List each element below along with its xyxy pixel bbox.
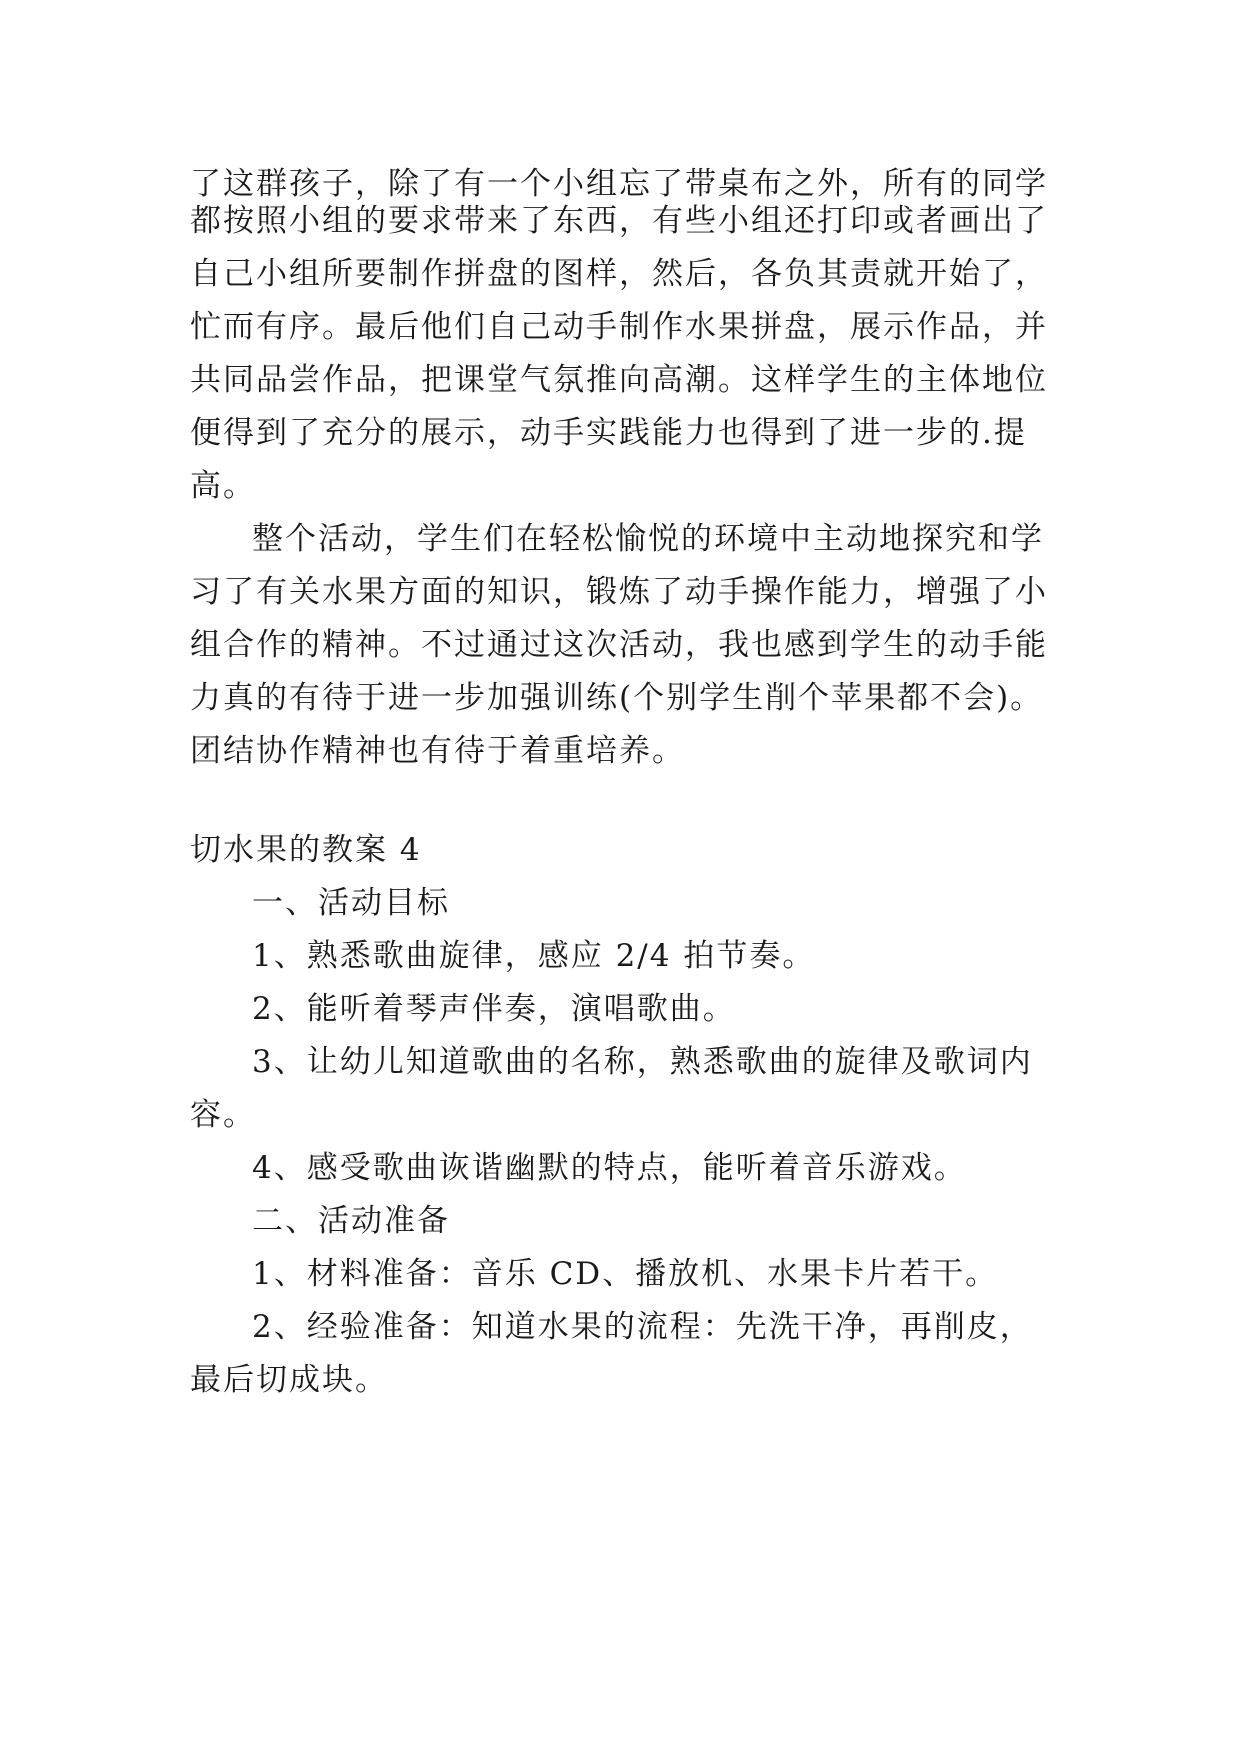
prep-heading: 二、活动准备: [252, 1203, 450, 1239]
prep-item-continued: 最后切成块。: [190, 1362, 388, 1398]
goal-item: 1、熟悉歌曲旋律，感应 2/4 拍节奏。: [252, 938, 816, 974]
paragraph-line: 整个活动，学生们在轻松愉悦的环境中主动地探究和学: [252, 521, 1044, 557]
paragraph-line: 忙而有序。最后他们自己动手制作水果拼盘，展示作品，并: [190, 309, 1048, 345]
paragraph-line: 了这群孩子，除了有一个小组忘了带桌布之外，所有的同学: [190, 166, 1048, 202]
paragraph-line: 自己小组所要制作拼盘的图样，然后，各负其责就开始了，: [190, 256, 1048, 292]
paragraph-line: 组合作的精神。不过通过这次活动，我也感到学生的动手能: [190, 627, 1048, 663]
paragraph-line: 共同品尝作品，把课堂气氛推向高潮。这样学生的主体地位: [190, 362, 1048, 398]
paragraph-line: 习了有关水果方面的知识，锻炼了动手操作能力，增强了小: [190, 574, 1048, 610]
paragraph-line: 团结协作精神也有待于着重培养。: [190, 733, 685, 769]
paragraph-line: 高。: [190, 468, 256, 504]
goal-heading: 一、活动目标: [252, 885, 450, 921]
goal-item: 4、感受歌曲诙谐幽默的特点，能听着音乐游戏。: [252, 1150, 967, 1186]
prep-item: 2、经验准备：知道水果的流程：先洗干净，再削皮，: [252, 1309, 1033, 1345]
paragraph-line: 力真的有待于进一步加强训练(个别学生削个苹果都不会)。: [190, 680, 1044, 716]
section-title: 切水果的教案 4: [190, 832, 422, 868]
paragraph-line: 都按照小组的要求带来了东西，有些小组还打印或者画出了: [190, 203, 1048, 239]
goal-item-continued: 容。: [190, 1097, 256, 1133]
prep-item: 1、材料准备：音乐 CD、播放机、水果卡片若干。: [252, 1256, 999, 1292]
paragraph-line: 便得到了充分的展示，动手实践能力也得到了进一步的.提: [190, 415, 1027, 451]
goal-item: 3、让幼儿知道歌曲的名称，熟悉歌曲的旋律及歌词内: [252, 1044, 1033, 1080]
goal-item: 2、能听着琴声伴奏，演唱歌曲。: [252, 991, 736, 1027]
